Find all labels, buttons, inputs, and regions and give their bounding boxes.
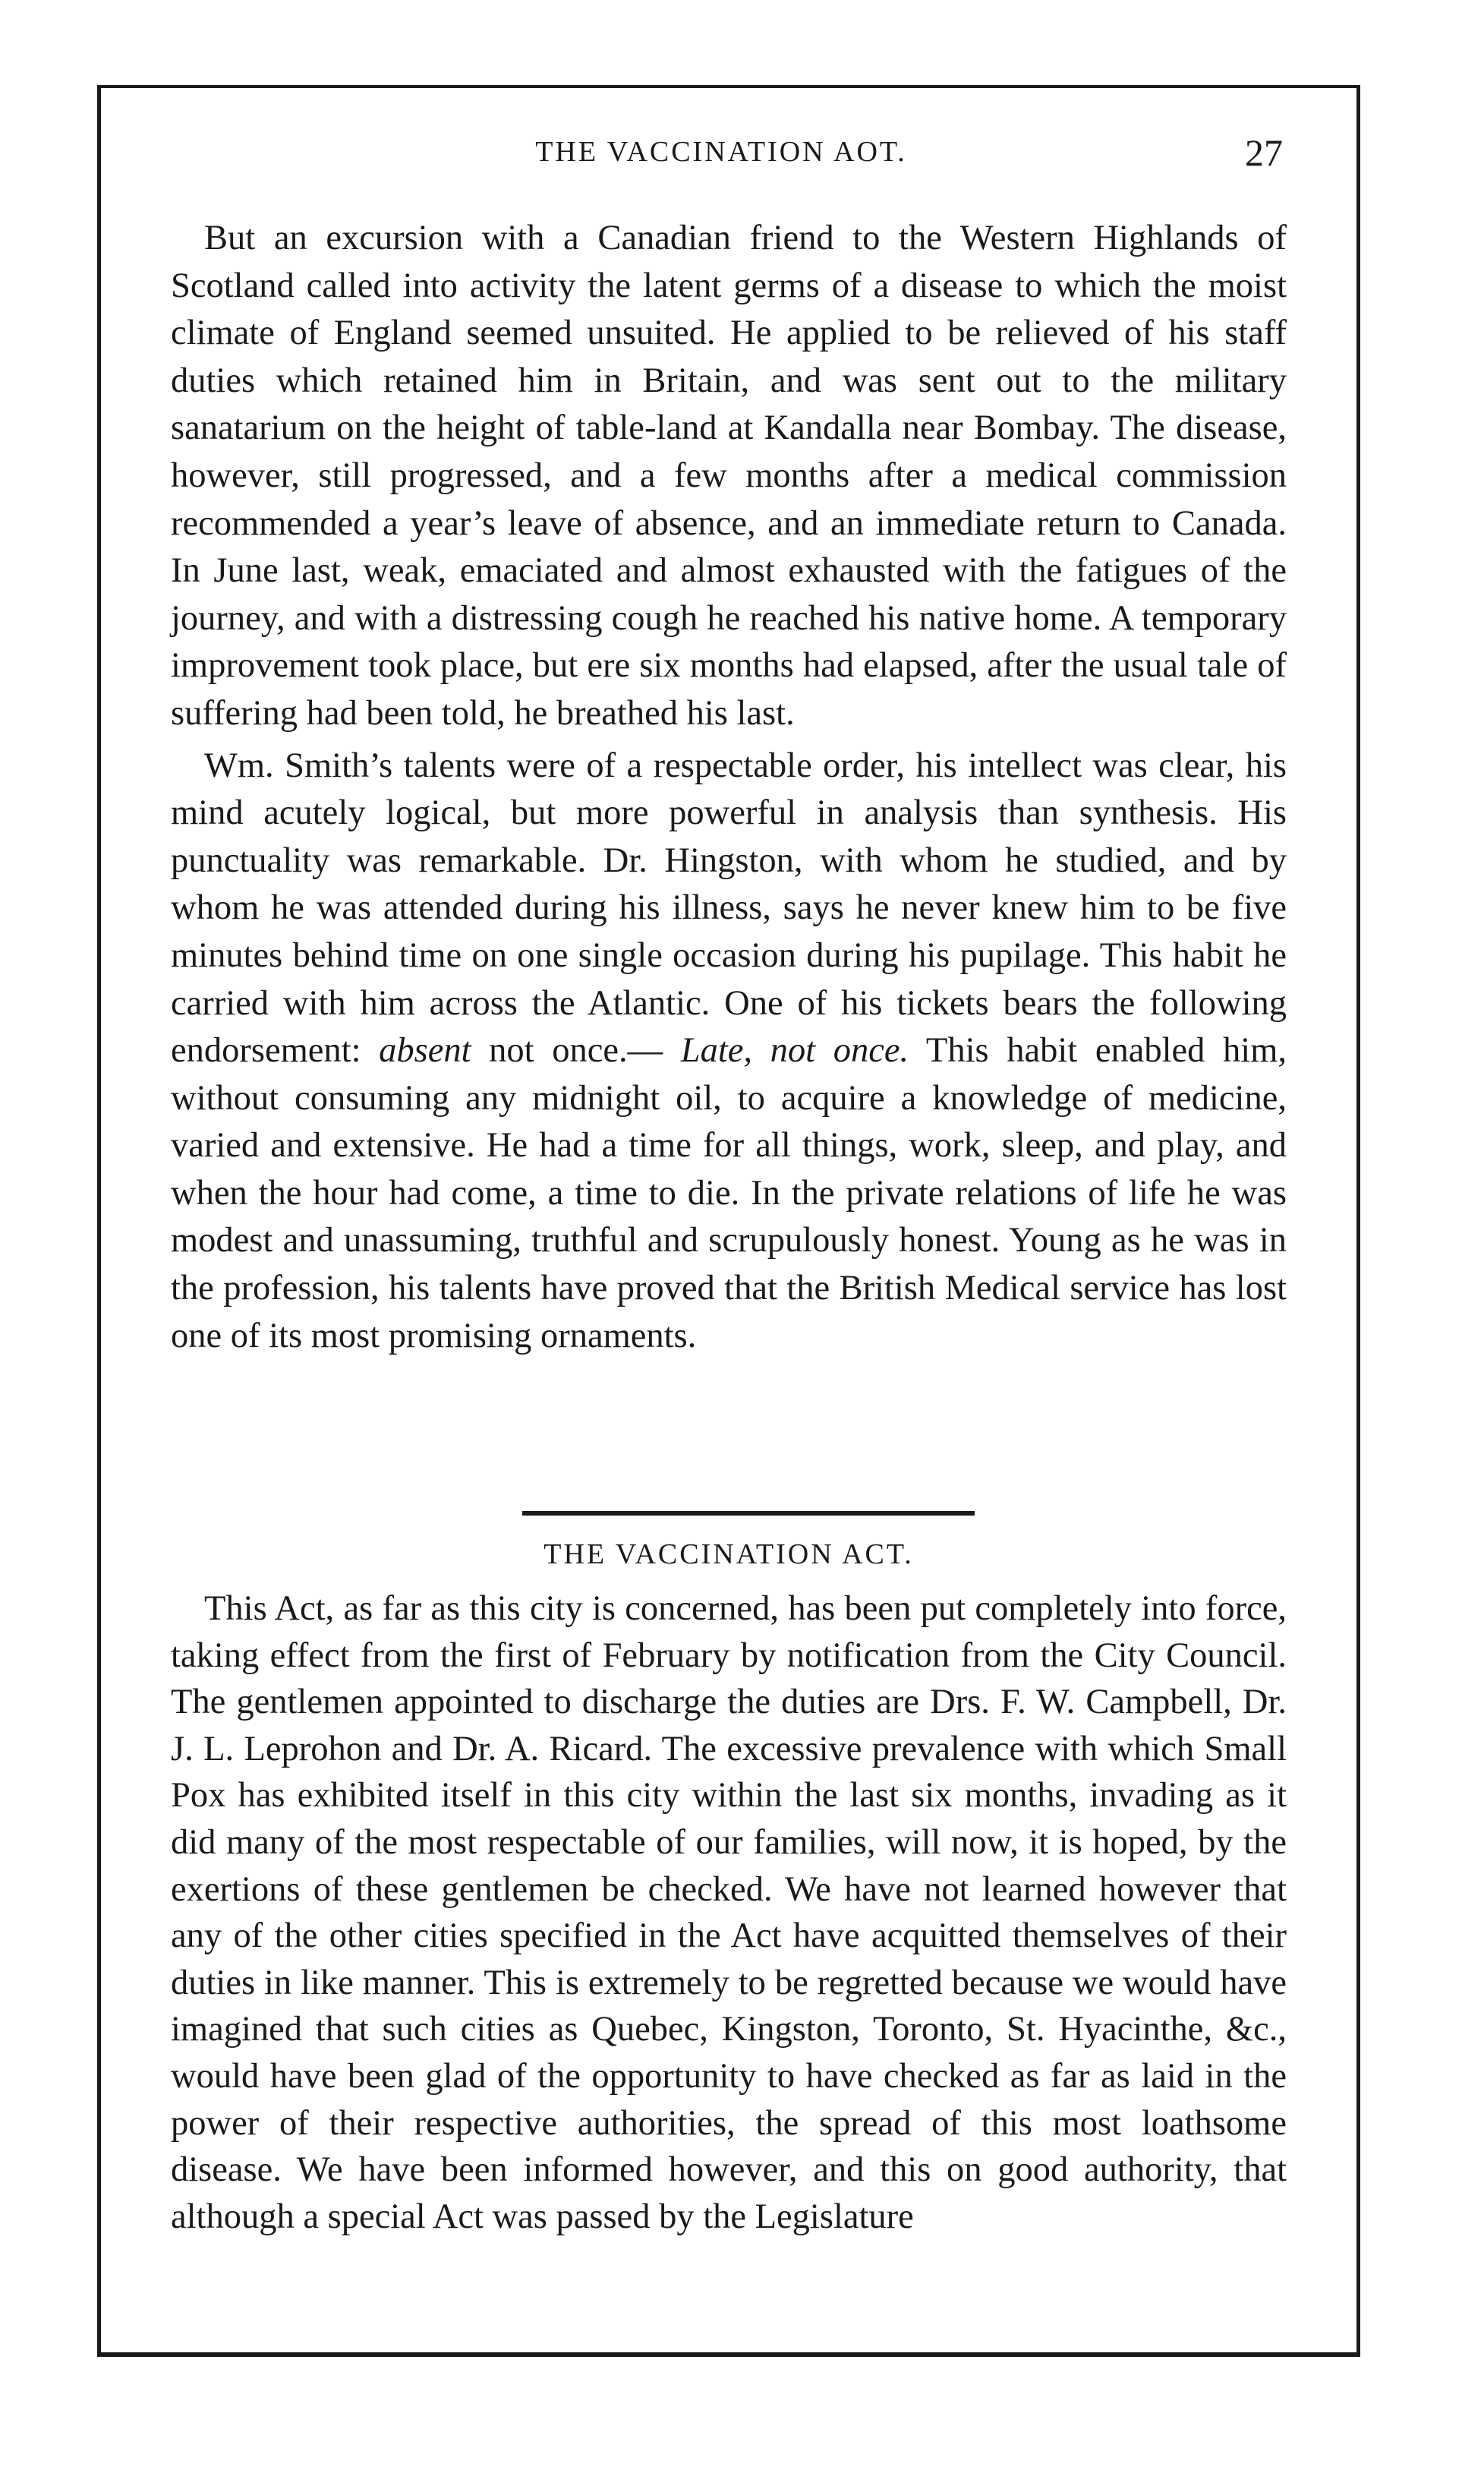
running-title: THE VACCINATION AOT.: [535, 136, 907, 168]
paragraph-talents: [171, 743, 1287, 1361]
article-body-vaccination-act: [171, 1585, 1287, 2240]
page-number: 27: [1245, 131, 1283, 174]
paragraph-excursion: But an excursion with a Canadian friend to the Western Highlands of Scotland called into activity the latent germs of a disease to which the moist climate of England seemed unsuited. He applied to be relieved of his staff duties which retained him in Britain, and was sent out to the military sanatarium on the height of table-land at Kandalla near Bombay. The disease, however, still progressed, and a few months after a medical commission recommended a year’s leave of absence, and an immediate return to Canada. In June last, weak, emaciated and almost exhausted with the fatigues of the journey, and with a distressing cough he reached his native home. A temporary improvement took place, but ere six months had elapsed, after the usual tale of suffering had been told, he breathed his last.: [171, 219, 1287, 733]
section-divider-rule: [522, 1511, 975, 1516]
paragraph-vaccination-act: This Act, as far as this city is concerned, has been put completely into force, taking effect from the first of February by notification from the City Council. The gentlemen appointed to discharge the duties are Drs. F. W. Campbell, Dr. J. L. Leprohon and Dr. A. Ricard. The excessive prevalence with which Small Pox has exhibited itself in this city within the last six months, invading as it did many of the most respectable of our families, will now, it is hoped, by the exertions of these gentlemen be checked. We have not learned however that any of the other cities specified in the Act have acquitted themselves of their duties in like manner. This is extremely to be regretted because we would have imagined that such cities as Quebec, Kingston, Toronto, St. Hyacinthe, &c., would have been glad of the opportunity to have checked as far as laid in the power of their respective authorities, the spread of this most loathsome disease. We have been informed however, and this on good authority, that although a special Act was passed by the Legislature: [171, 1589, 1287, 2236]
article-body-obituary: [171, 215, 1287, 1360]
paragraph-talents-text-2: not once.—: [489, 1031, 663, 1071]
page-header: [159, 131, 1283, 188]
italic-late-not-once: Late, not once.: [680, 1031, 909, 1071]
paragraph-talents-text-1: Wm. Smith’s talents were of a respectable order, his intellect was clear, his mind acutely logical, but more powerful in analysis than synthesis. His punctuality was remarkable. Dr. Hingston, with whom he studied, and by whom he was attended during his illness, says he never knew him to be five minutes behind time on one single occasion during his pupilage. This habit he carried with him across the Atlantic. One of his tickets bears the following endorsement:: [171, 746, 1287, 1071]
italic-absent: absent: [379, 1031, 471, 1071]
paragraph-talents-text-3: This habit enabled him, without consuming any midnight oil, to acquire a knowledge of medicine, varied and extensive. He had a time for all things, work, sleep, and play, and when the hour had come, a time to die. In the private relations of life he was modest and unassuming, truthful and scrupulously honest. Young as he was in the profession, his talents have proved that the British Medical service has lost one of its most promising ornaments.: [171, 1031, 1287, 1355]
section-title: THE VACCINATION ACT.: [544, 1538, 914, 1570]
